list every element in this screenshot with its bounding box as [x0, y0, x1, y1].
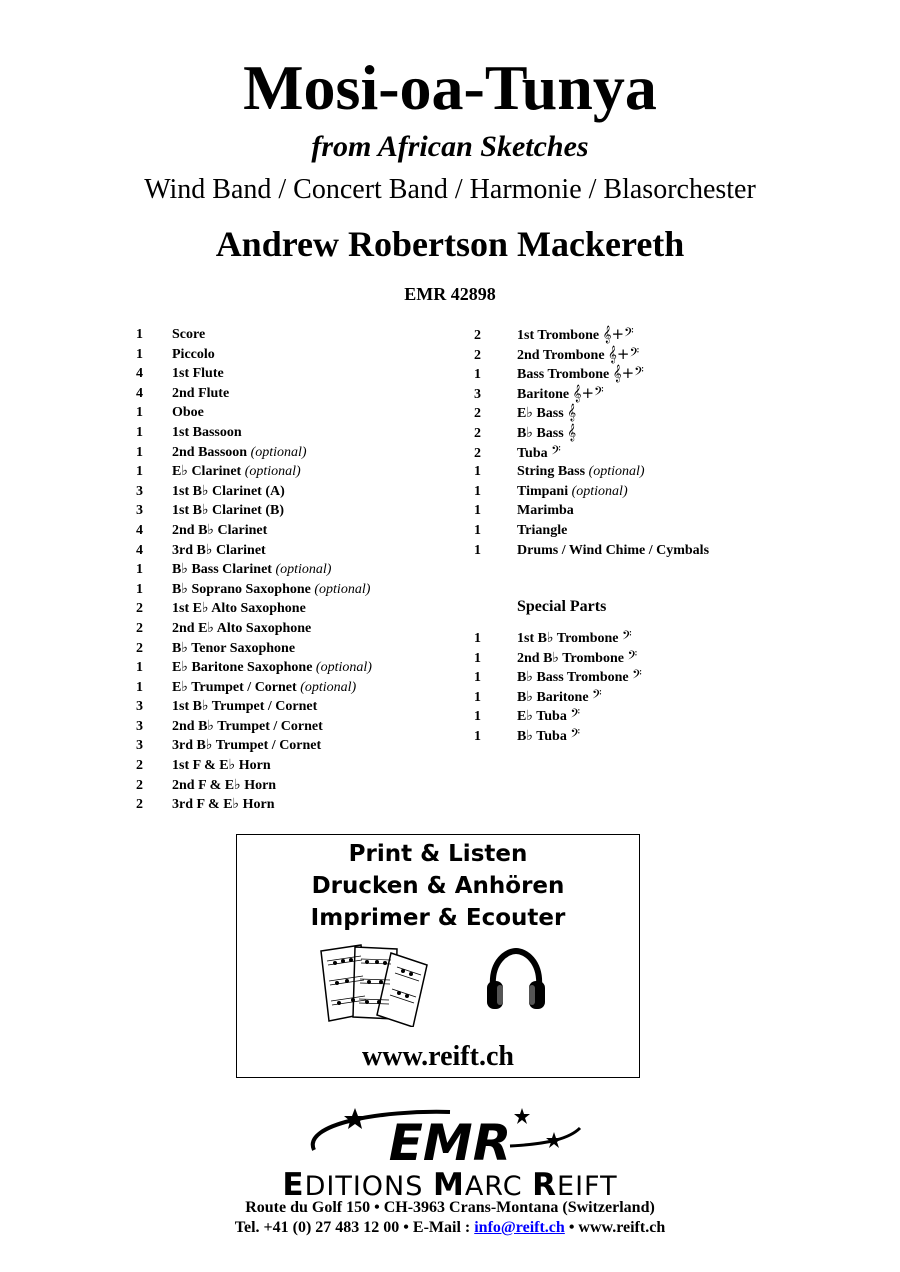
part-optional-note: (optional)	[571, 483, 628, 499]
part-name: B♭ Soprano Saxophone	[172, 581, 311, 597]
clef-icon: 𝄞+𝄢	[572, 383, 604, 402]
part-name: B♭ Tuba	[517, 728, 567, 744]
part-name: Marimba	[517, 503, 574, 519]
part-name: 1st B♭ Trumpet / Cornet	[172, 699, 318, 715]
part-row	[136, 364, 372, 384]
clef-icon: 𝄞+𝄢	[608, 344, 640, 363]
catalog-number: EMR 42898	[404, 284, 496, 304]
part-quantity: 2	[136, 777, 143, 793]
part-quantity: 3	[136, 483, 143, 499]
special-parts-list	[474, 628, 642, 746]
part-optional-note: (optional)	[300, 679, 357, 695]
part-row	[136, 462, 372, 482]
contact-website[interactable]: • www.reift.ch	[564, 1219, 666, 1236]
part-name: 1st B♭ Clarinet (B)	[172, 503, 284, 519]
part-quantity: 1	[136, 464, 143, 480]
part-row	[136, 639, 372, 659]
emr-logo-text: EMR	[388, 1114, 512, 1168]
part-row	[136, 443, 372, 463]
part-name: Baritone	[517, 386, 570, 402]
part-optional-note: (optional)	[315, 660, 372, 676]
part-quantity: 1	[136, 660, 143, 676]
clef-icon: 𝄢	[551, 442, 561, 461]
part-row	[136, 403, 372, 423]
publisher-word-eift: EIFT	[557, 1171, 618, 1202]
subtitle: from African Sketches	[311, 130, 589, 163]
part-row	[474, 648, 642, 668]
part-quantity: 4	[136, 542, 143, 558]
publisher-contact	[0, 1218, 900, 1238]
part-name: 3rd B♭ Trumpet / Cornet	[172, 738, 322, 754]
part-row	[474, 521, 709, 541]
promo-line-french: Imprimer & Ecouter	[310, 905, 566, 931]
clef-icon: 𝄢	[592, 686, 602, 705]
part-quantity: 1	[136, 562, 143, 578]
clef-icon: 𝄢	[627, 647, 638, 666]
part-quantity: 2	[474, 445, 481, 461]
part-row	[474, 423, 709, 443]
part-quantity: 1	[474, 689, 481, 705]
part-name: B♭ Bass Clarinet	[172, 562, 272, 578]
parts-list-right	[474, 325, 709, 560]
part-optional-note: (optional)	[314, 581, 371, 597]
part-row	[474, 325, 709, 345]
part-row	[474, 345, 709, 365]
part-name: 2nd B♭ Trumpet / Cornet	[172, 718, 323, 734]
part-row	[136, 345, 372, 365]
promo-url[interactable]: www.reift.ch	[362, 1041, 514, 1072]
part-row	[136, 501, 372, 521]
part-row	[136, 756, 372, 776]
part-name: Triangle	[517, 522, 568, 538]
part-row	[474, 726, 642, 746]
clef-icon: 𝄞+𝄢	[612, 364, 644, 383]
part-quantity: 2	[474, 347, 481, 363]
part-quantity: 2	[136, 797, 143, 813]
part-name: 2nd B♭ Trombone	[517, 650, 624, 666]
part-name: E♭ Tuba	[517, 709, 567, 725]
clef-icon: 𝄢	[622, 628, 632, 646]
print-listen-box	[236, 834, 640, 1078]
promo-line-english: Print & Listen	[348, 841, 528, 867]
parts-list-left	[136, 325, 372, 815]
part-row	[136, 736, 372, 756]
part-name: B♭ Tenor Saxophone	[172, 640, 296, 656]
clef-icon: 𝄞	[567, 422, 577, 441]
part-row	[136, 521, 372, 541]
part-optional-note: (optional)	[588, 464, 645, 480]
contact-phone: Tel. +41 (0) 27 483 12 00 • E-Mail :	[234, 1219, 475, 1236]
part-row	[474, 501, 709, 521]
part-optional-note: (optional)	[250, 444, 307, 460]
clef-icon: 𝄢	[570, 725, 580, 744]
part-row	[136, 423, 372, 443]
part-name: 2nd B♭ Clarinet	[172, 522, 268, 538]
part-quantity: 1	[474, 728, 481, 744]
part-name: 1st Flute	[172, 366, 224, 382]
part-name: 3rd B♭ Clarinet	[172, 542, 266, 558]
part-name: 2nd Flute	[172, 385, 230, 401]
publisher-initial-r: R	[532, 1167, 558, 1203]
part-quantity: 3	[136, 503, 143, 519]
part-row	[474, 687, 642, 707]
part-name: 3rd F & E♭ Horn	[172, 797, 275, 813]
part-name: Bass Trombone	[517, 367, 610, 383]
part-name: 1st Bassoon	[172, 424, 242, 440]
part-name: 1st Trombone	[517, 328, 600, 343]
part-name: B♭ Bass	[517, 425, 564, 441]
part-quantity: 1	[136, 405, 143, 421]
part-quantity: 2	[136, 640, 143, 656]
part-name: 2nd F & E♭ Horn	[172, 777, 277, 793]
part-quantity: 3	[136, 718, 143, 734]
publisher-initial-e: E	[282, 1167, 305, 1203]
part-quantity: 1	[474, 670, 481, 686]
part-quantity: 3	[136, 738, 143, 754]
sheet-music-icon	[317, 943, 431, 1027]
part-quantity: 4	[136, 385, 143, 401]
part-quantity: 2	[136, 601, 143, 617]
part-row	[474, 443, 709, 463]
part-name: Oboe	[172, 405, 204, 421]
part-row	[474, 706, 642, 726]
part-quantity: 2	[474, 406, 481, 422]
part-row	[136, 541, 372, 561]
part-quantity: 1	[474, 522, 481, 538]
part-row	[474, 628, 642, 648]
part-quantity: 3	[136, 699, 143, 715]
part-name: E♭ Baritone Saxophone	[172, 660, 313, 676]
part-row	[136, 776, 372, 796]
part-row	[136, 384, 372, 404]
part-quantity: 2	[136, 758, 143, 774]
part-quantity: 4	[136, 522, 143, 538]
clef-icon: 𝄢	[632, 667, 642, 686]
part-row	[136, 717, 372, 737]
part-name: Piccolo	[172, 346, 215, 362]
part-row	[136, 795, 372, 815]
part-quantity: 1	[474, 650, 481, 666]
part-row	[136, 482, 372, 502]
part-row	[136, 619, 372, 639]
publisher-address: Route du Golf 150 • CH-3963 Crans-Montana (Switzerland)	[245, 1199, 655, 1216]
part-quantity: 1	[474, 367, 481, 383]
part-quantity: 1	[136, 424, 143, 440]
part-name: E♭ Trumpet / Cornet	[172, 679, 297, 695]
part-row	[474, 541, 709, 561]
composer-name: Andrew Robertson Mackereth	[215, 224, 685, 264]
part-optional-note: (optional)	[275, 562, 332, 578]
part-quantity: 1	[474, 709, 481, 725]
part-quantity: 1	[136, 327, 143, 342]
part-row	[474, 462, 709, 482]
part-quantity: 1	[474, 464, 481, 480]
part-name: Score	[172, 327, 206, 342]
part-name: B♭ Baritone	[517, 689, 589, 705]
publisher-word-arc: ARC	[464, 1171, 533, 1202]
part-quantity: 4	[136, 366, 143, 382]
part-row	[136, 560, 372, 580]
part-quantity: 1	[136, 581, 143, 597]
part-name: 1st B♭ Trombone	[517, 631, 619, 646]
part-row	[136, 697, 372, 717]
part-quantity: 2	[136, 620, 143, 636]
part-row	[474, 403, 709, 423]
part-row	[474, 482, 709, 502]
publisher-word-ditions: DITIONS	[304, 1171, 433, 1202]
part-row	[136, 678, 372, 698]
part-name: 2nd Trombone	[517, 347, 605, 363]
part-name: 2nd E♭ Alto Saxophone	[172, 620, 312, 636]
part-name: String Bass	[517, 464, 586, 480]
part-quantity: 2	[474, 425, 481, 441]
part-quantity: 1	[474, 483, 481, 499]
part-row	[474, 384, 709, 404]
part-row	[136, 325, 372, 345]
part-row	[136, 599, 372, 619]
part-quantity: 1	[136, 679, 143, 695]
headphones-icon	[485, 947, 547, 1013]
part-row	[136, 658, 372, 678]
part-name: E♭ Clarinet	[172, 464, 242, 480]
part-name: B♭ Bass Trombone	[517, 670, 629, 686]
part-row	[474, 667, 642, 687]
email-link[interactable]: info@reift.ch	[474, 1219, 565, 1236]
part-quantity: 1	[474, 542, 481, 558]
part-name: 2nd Bassoon	[172, 444, 248, 460]
part-optional-note: (optional)	[244, 464, 301, 480]
part-name: 1st F & E♭ Horn	[172, 758, 271, 774]
part-quantity: 1	[474, 631, 481, 646]
part-quantity: 3	[474, 386, 481, 402]
clef-icon: 𝄢	[570, 706, 580, 725]
ensemble-line: Wind Band / Concert Band / Harmonie / Blasorchester	[144, 174, 756, 205]
clef-icon: 𝄞	[567, 403, 577, 422]
part-name: 1st E♭ Alto Saxophone	[172, 601, 306, 617]
part-row	[136, 580, 372, 600]
special-parts-heading: Special Parts	[517, 598, 607, 615]
part-quantity: 1	[136, 444, 143, 460]
part-name: E♭ Bass	[517, 406, 564, 422]
promo-line-german: Drucken & Anhören	[311, 873, 565, 899]
part-quantity: 1	[136, 346, 143, 362]
part-quantity: 1	[474, 503, 481, 519]
publisher-initial-m: M	[432, 1167, 465, 1203]
clef-icon: 𝄞+𝄢	[602, 325, 634, 343]
part-quantity: 2	[474, 328, 481, 343]
page-title: Mosi-oa-Tunya	[243, 52, 657, 123]
part-name: Timpani	[517, 483, 569, 499]
part-name: Tuba	[517, 445, 548, 461]
part-row	[474, 364, 709, 384]
part-name: Drums / Wind Chime / Cymbals	[517, 542, 710, 558]
part-name: 1st B♭ Clarinet (A)	[172, 483, 285, 499]
emr-logo	[300, 1104, 600, 1168]
